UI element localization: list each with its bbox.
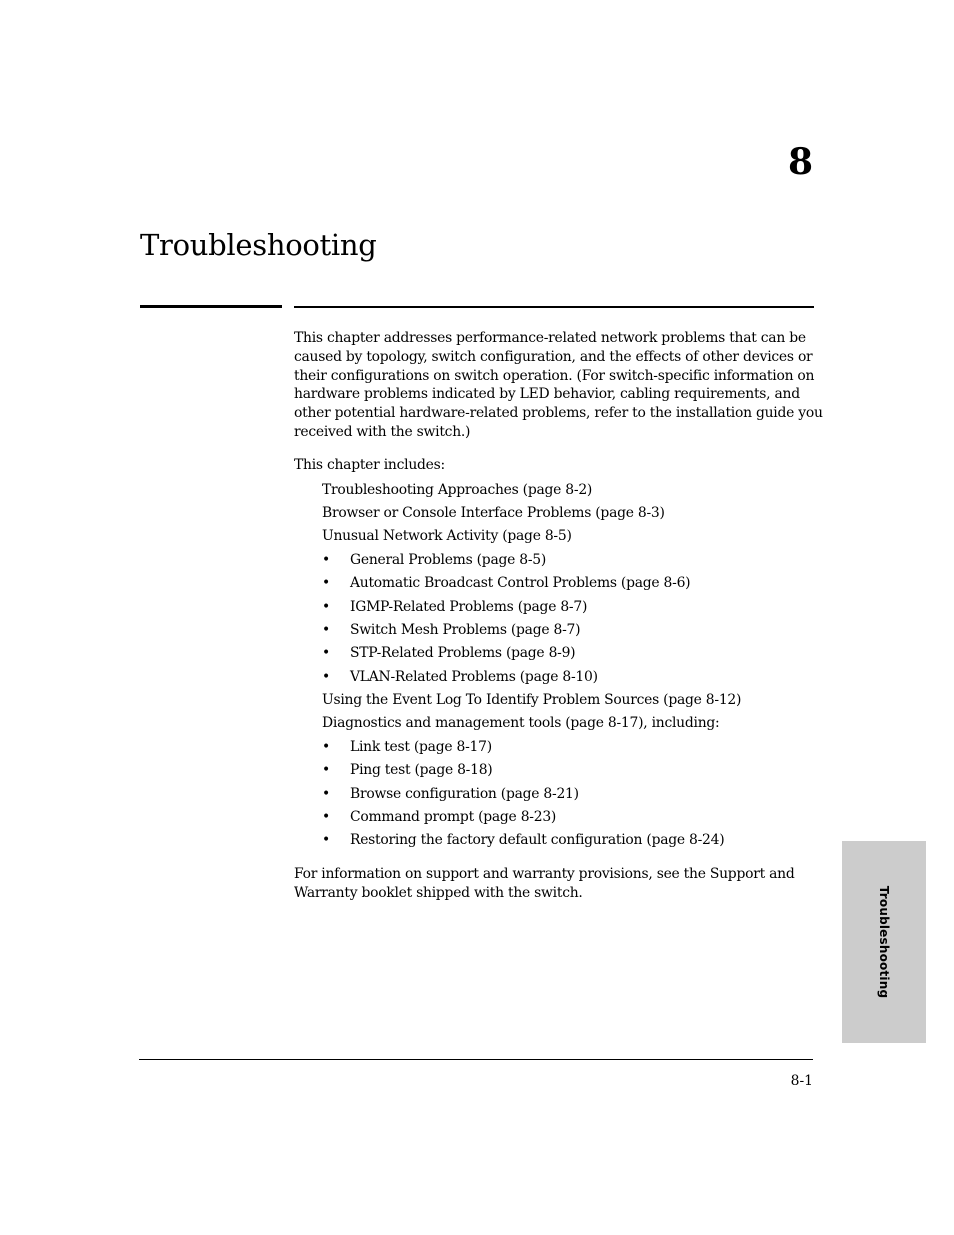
title-rule-long bbox=[294, 306, 814, 308]
bullet-icon: • bbox=[322, 809, 330, 826]
bullet-icon: • bbox=[322, 668, 330, 685]
toc-item-text: Browser or Console Interface Problems (page 8-3) bbox=[322, 504, 665, 521]
toc-subitem bbox=[294, 619, 814, 642]
closing-paragraph bbox=[294, 865, 814, 903]
toc-subitem bbox=[294, 736, 814, 759]
toc-item-text: Automatic Broadcast Control Problems (page 8-6) bbox=[350, 575, 691, 592]
toc-item-text: STP-Related Problems (page 8-9) bbox=[350, 645, 576, 662]
toc-subitem bbox=[294, 549, 814, 572]
footer-rule bbox=[139, 1059, 813, 1060]
intro-paragraph bbox=[294, 329, 823, 442]
toc-subitem bbox=[294, 642, 814, 665]
toc-item-text: Unusual Network Activity (page 8-5) bbox=[322, 528, 572, 545]
toc-item-text: Restoring the factory default configuration (page 8-24) bbox=[350, 832, 725, 849]
toc-subitem bbox=[294, 806, 814, 829]
chapter-body bbox=[294, 329, 823, 902]
bullet-icon: • bbox=[322, 832, 330, 849]
toc-item bbox=[294, 712, 814, 735]
includes-lead: This chapter includes: bbox=[294, 456, 445, 473]
intro-line: This chapter addresses performance-related network problems that can be bbox=[294, 330, 806, 346]
bullet-icon: • bbox=[322, 551, 330, 568]
intro-line: received with the switch.) bbox=[294, 423, 471, 440]
bullet-icon: • bbox=[322, 762, 330, 779]
toc-subitem bbox=[294, 829, 814, 852]
toc-item-text: Troubleshooting Approaches (page 8-2) bbox=[322, 481, 593, 498]
intro-line: caused by topology, switch configuration, and the effects of other devices or bbox=[294, 348, 813, 365]
toc-subitem bbox=[294, 596, 814, 619]
toc-subitem bbox=[294, 759, 814, 782]
bullet-icon: • bbox=[322, 575, 330, 592]
toc-subitem bbox=[294, 783, 814, 806]
bullet-icon: • bbox=[322, 621, 330, 638]
bullet-icon: • bbox=[322, 785, 330, 802]
toc-item-text: Command prompt (page 8-23) bbox=[350, 809, 557, 826]
toc-item bbox=[294, 525, 814, 548]
chapter-title: Troubleshooting bbox=[140, 228, 377, 262]
bullet-icon: • bbox=[322, 598, 330, 615]
bullet-icon: • bbox=[322, 645, 330, 662]
toc-item-text: General Problems (page 8-5) bbox=[350, 551, 547, 568]
toc-item-text: IGMP-Related Problems (page 8-7) bbox=[350, 598, 588, 615]
intro-line: other potential hardware-related problems, refer to the installation guide you bbox=[294, 405, 823, 422]
side-tab-label: Troubleshooting bbox=[877, 885, 891, 999]
intro-line: hardware problems indicated by LED behavior, cabling requirements, and bbox=[294, 386, 800, 403]
title-rule-short bbox=[140, 305, 282, 308]
toc-item-text: Using the Event Log To Identify Problem Sources (page 8-12) bbox=[322, 692, 742, 709]
toc-item bbox=[294, 689, 814, 712]
closing-line: Warranty booklet shipped with the switch. bbox=[294, 884, 583, 901]
bullet-icon: • bbox=[322, 738, 330, 755]
toc-item-text: Link test (page 8-17) bbox=[350, 738, 492, 755]
chapter-side-tab bbox=[842, 841, 926, 1043]
page-number: 8-1 bbox=[790, 1073, 813, 1089]
toc-item bbox=[294, 479, 814, 502]
closing-line: For information on support and warranty provisions, see the Support and bbox=[294, 865, 795, 882]
toc-subitem bbox=[294, 666, 814, 689]
chapter-contents-list bbox=[294, 479, 814, 853]
intro-line: their configurations on switch operation. (For switch-specific information on bbox=[294, 367, 815, 384]
toc-subitem bbox=[294, 572, 814, 595]
toc-item-text: Ping test (page 8-18) bbox=[350, 762, 493, 779]
toc-item-text: Browse configuration (page 8-21) bbox=[350, 785, 579, 802]
toc-item bbox=[294, 502, 814, 525]
chapter-number: 8 bbox=[787, 141, 813, 183]
toc-item-text: VLAN-Related Problems (page 8-10) bbox=[350, 668, 598, 685]
toc-item-text: Diagnostics and management tools (page 8-17), including: bbox=[322, 715, 720, 732]
toc-item-text: Switch Mesh Problems (page 8-7) bbox=[350, 621, 581, 638]
